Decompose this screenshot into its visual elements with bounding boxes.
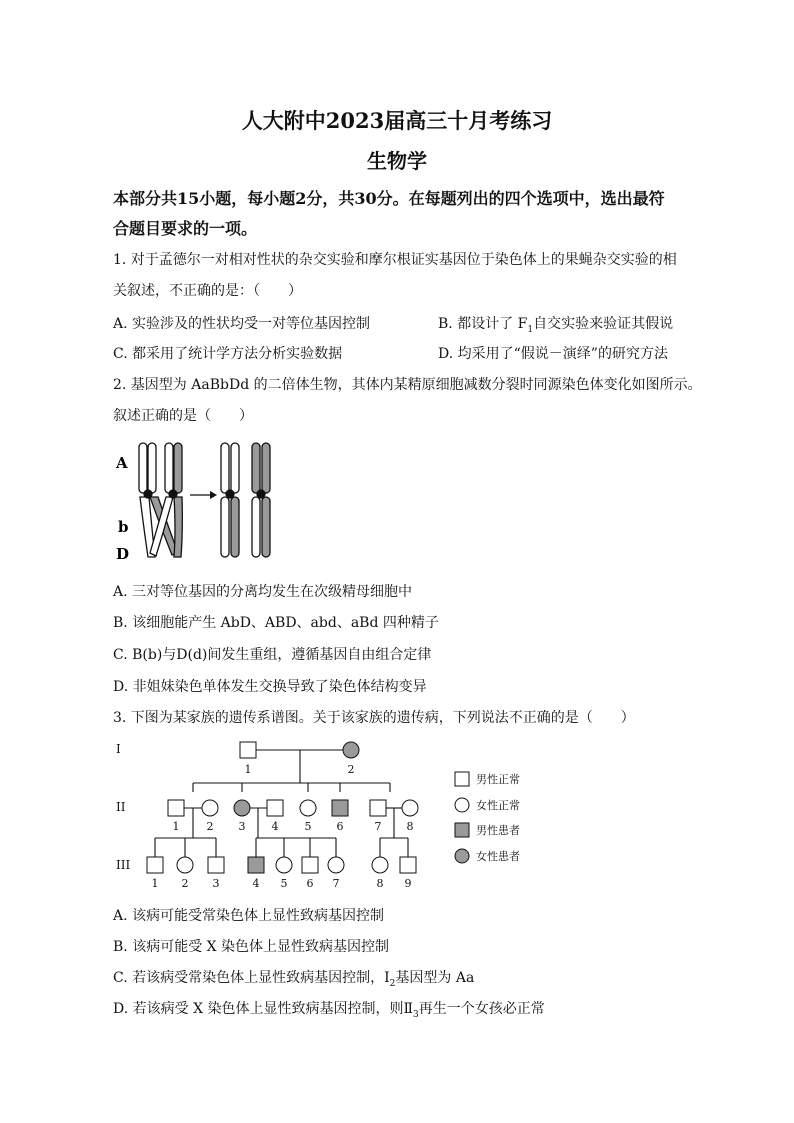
legend-male-affected-label: 男性患者 [476,824,520,837]
pedigree-number: 9 [404,877,412,890]
q2-option-d: D. 非姐妹染色单体发生交换导致了染色体结构变异 [113,679,427,695]
q1-option-d: D. 均采用了“假说－演绎”的研究方法 [438,346,668,362]
q3-option-c: C. 若该病受常染色体上显性致病基因控制，$Ⅰ_2$基因型为 Aa [113,970,475,989]
pedigree-male-normal [208,857,224,873]
pedigree-number: 1 [244,763,252,776]
pedigree-male-affected [248,857,264,873]
legend-male-normal-icon [455,772,469,786]
legend-female-affected-icon [455,849,469,863]
pedigree-number: 2 [206,820,214,833]
q1-stem-line1: 1. 对于孟德尔一对相对性状的杂交实验和摩尔根证实基因位于染色体上的果蝇杂交实验的相 [113,252,677,268]
q3-option-b: B. 该病可能受 X 染色体上显性致病基因控制 [113,939,390,955]
q2-stem-line2: 叙述正确的是（ ） [113,408,253,424]
figure-label-a: A [116,454,128,472]
q1-stem-line2: 关叙述，不正确的是：（ ） [113,283,302,299]
pedigree-number: 7 [374,820,382,833]
chromosome-pair-before [139,443,182,557]
legend-female-normal-label: 女性正常 [476,799,520,812]
pedigree-male-normal [400,857,416,873]
pedigree-male-normal [370,800,386,816]
q2-option-b: B. 该细胞能产生 AbD、ABD、abd、aBd 四种精子 [113,615,439,631]
generation-label-1: I [116,742,121,756]
q3-stem: 3. 下图为某家族的遗传系谱图。关于该家族的遗传病，下列说法不正确的是（ ） [113,710,635,726]
figure-label-b: b [118,518,129,536]
pedigree-male-normal [168,800,184,816]
q1-option-c: C. 都采用了统计学方法分析实验数据 [113,346,343,362]
legend-female-normal-icon [455,798,469,812]
q1-option-b: B. 都设计了 $F_1$自交实验来验证其假说 [438,316,674,335]
pedigree-number: 2 [181,877,189,890]
pedigree-female-normal [300,800,316,816]
pedigree-number: 4 [252,877,260,890]
legend-male-affected-icon [455,823,469,837]
pedigree-number: 8 [376,877,384,890]
pedigree-number: 5 [304,820,312,833]
pedigree-number: 6 [336,820,344,833]
legend-female-affected-label: 女性患者 [476,850,520,863]
section-instruction-line1: 本部分共15小题，每小题2分，共30分。在每题列出的四个选项中，选出最符 [113,189,665,208]
subject-title: 生物学 [367,149,427,173]
exam-title: 人大附中2023届高三十月考练习 [241,108,553,133]
chromosome-pair-after [221,443,270,557]
pedigree-female-affected [234,800,250,816]
pedigree-number: 1 [151,877,159,890]
q2-option-a: A. 三对等位基因的分离均发生在次级精母细胞中 [113,584,413,600]
q3-option-d: D. 若该病受 X 染色体上显性致病基因控制，则$Ⅱ_3$再生一个女孩必正常 [113,1001,545,1020]
chromosome-figure [110,435,310,570]
pedigree-male-normal [147,857,163,873]
q3-option-a: A. 该病可能受常染色体上显性致病基因控制 [113,908,385,924]
legend-male-normal-label: 男性正常 [476,773,520,786]
q2-stem-line1: 2. 基因型为 AaBbDd 的二倍体生物，其体内某精原细胞减数分裂时同源染色体变化如图所示。 [113,377,702,393]
section-instruction-line2: 合题目要求的一项。 [113,219,258,238]
pedigree-number: 4 [271,820,279,833]
pedigree-male-affected [332,800,348,816]
pedigree-male-normal [302,857,318,873]
pedigree-legend [455,772,520,863]
pedigree-number: 3 [212,877,220,890]
generation-label-2: II [116,800,126,814]
pedigree-number: 8 [406,820,414,833]
pedigree-female-normal [276,857,292,873]
pedigree-number: 7 [332,877,340,890]
pedigree-number: 5 [280,877,288,890]
pedigree-female-normal [402,800,418,816]
pedigree-female-normal [372,857,388,873]
pedigree-number: 3 [238,820,246,833]
q2-option-c: C. B(b)与D(d)间发生重组，遵循基因自由组合定律 [113,647,432,663]
q1-option-a: A. 实验涉及的性状均受一对等位基因控制 [113,316,371,332]
pedigree-number: 2 [347,763,355,776]
pedigree-number: 6 [306,877,314,890]
pedigree-female-normal [328,857,344,873]
pedigree-female-normal [202,800,218,816]
pedigree-chart [110,735,550,895]
generation-label-3: III [116,858,131,872]
pedigree-number: 1 [172,820,180,833]
pedigree-male-normal [267,800,283,816]
pedigree-female-affected [343,742,359,758]
pedigree-male-normal [240,742,256,758]
arrow-icon [190,491,217,499]
pedigree-female-normal [177,857,193,873]
figure-label-d: D [116,545,130,563]
